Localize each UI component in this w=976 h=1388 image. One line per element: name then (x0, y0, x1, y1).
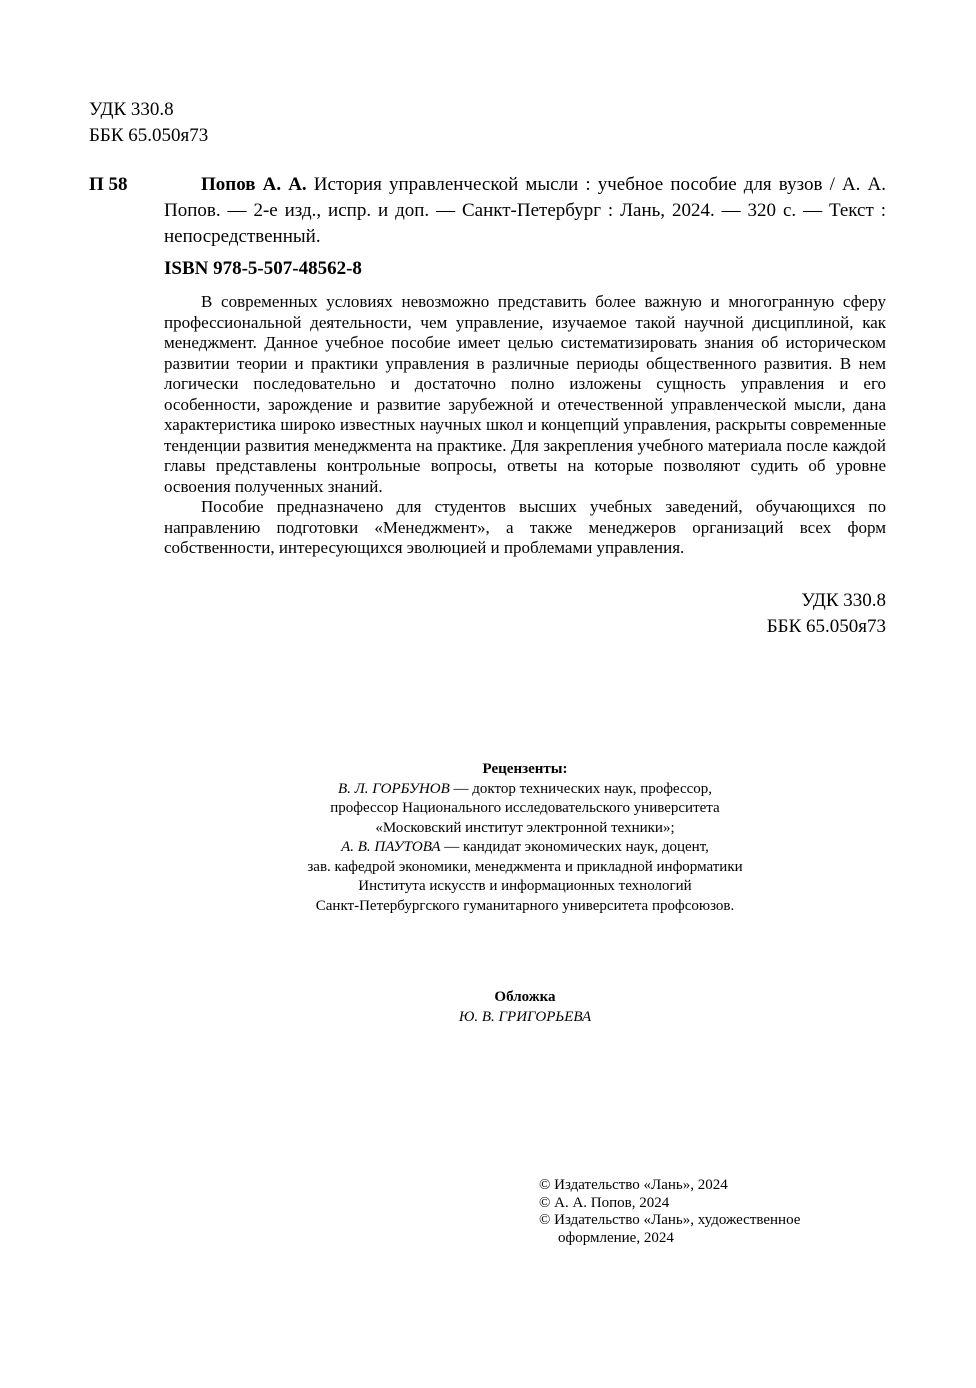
reviewer-1-line-1: В. Л. ГОРБУНОВ — доктор технических наук, профессор, (337, 780, 713, 797)
entry-author: Попов А. А. (201, 174, 307, 195)
reviewers-heading: Рецензенты: (482, 761, 568, 777)
reviewer-1-line-3: «Московский институт электронной техники»; (375, 819, 675, 836)
reviewer-2-line-1: А. В. ПАУТОВА — кандидат экономических наук, доцент, (341, 839, 709, 855)
abstract-paragraph-1: В современных условиях невозможно представить более важную и многогранную сферу профессиональной деятельности, чем управление, изучаемое такой научной дисциплиной, как менеджмент. Данное учебное пособие имеет целью систематизировать знания об историческом развитии теории и практики управления в различные периоды общественного развития. В нем логически последовательно и достаточно полно изложены сущность управления и его особенности, зарождение и развитие зарубежной и отечественной управленческой мысли, дана характеристика широко известных научных школ и концепций управления, раскрыты современные тенденции развития менеджмента на практике. Для закрепления учебного материала после каждой главы представлены контрольные вопросы, ответы на которые позволяют судить об уровне освоения полученных знаний. (164, 292, 886, 496)
reviewer-2-line-3: Института искусств и информационных технологий (358, 878, 692, 894)
reviewer-2-line-2: зав. кафедрой экономики, менеджмента и прикладной информатики (307, 858, 743, 875)
reviewers-block (225, 760, 825, 916)
isbn: ISBN 978-5-507-48562-8 (164, 258, 362, 279)
cover-heading: Обложка (494, 989, 556, 1005)
copyright-line-1: © Издательство «Лань», 2024 (539, 1177, 728, 1193)
bibliographic-entry (164, 172, 886, 250)
author-cipher: П 58 (89, 174, 128, 195)
entry-description: История управленческой мысли : учебное пособие для вузов / А. А. Попов. — 2-е изд., испр. и доп. — Санкт-Петербург : Лань, 2024. — 320 с. — Текст : непосредственный. (164, 174, 887, 247)
copyright-block (539, 1177, 869, 1247)
reviewer-1-name: В. Л. ГОРБУНОВ (337, 780, 450, 797)
cover-credit (325, 988, 725, 1027)
reviewer-1-line-2: профессор Национального исследовательского университета (330, 800, 720, 816)
bbk-code: ББК 65.050я73 (89, 125, 209, 146)
abstract-paragraph-2: Пособие предназначено для студентов высших учебных заведений, обучающихся по направлению подготовки «Менеджмент», а также менеджеров организаций всех форм собственности, интересующихся эволюцией и проблемами управления. (164, 497, 886, 557)
abstract (164, 292, 886, 559)
udk-code-right: УДК 330.8 (801, 590, 886, 611)
copyright-line-3: © Издательство «Лань», художественное (539, 1212, 801, 1228)
udk-code: УДК 330.8 (89, 99, 174, 120)
copyright-line-2: © А. А. Попов, 2024 (539, 1194, 670, 1211)
copyright-line-4: оформление, 2024 (558, 1229, 674, 1246)
classification-top (89, 97, 208, 149)
bbk-code-right: ББК 65.050я73 (766, 616, 886, 637)
cover-designer: Ю. В. ГРИГОРЬЕВА (458, 1008, 592, 1025)
reviewer-2-name: А. В. ПАУТОВА (341, 839, 441, 855)
reviewer-2-line-4: Санкт-Петербургского гуманитарного университета профсоюзов. (315, 897, 735, 914)
classification-bottom (164, 588, 886, 640)
